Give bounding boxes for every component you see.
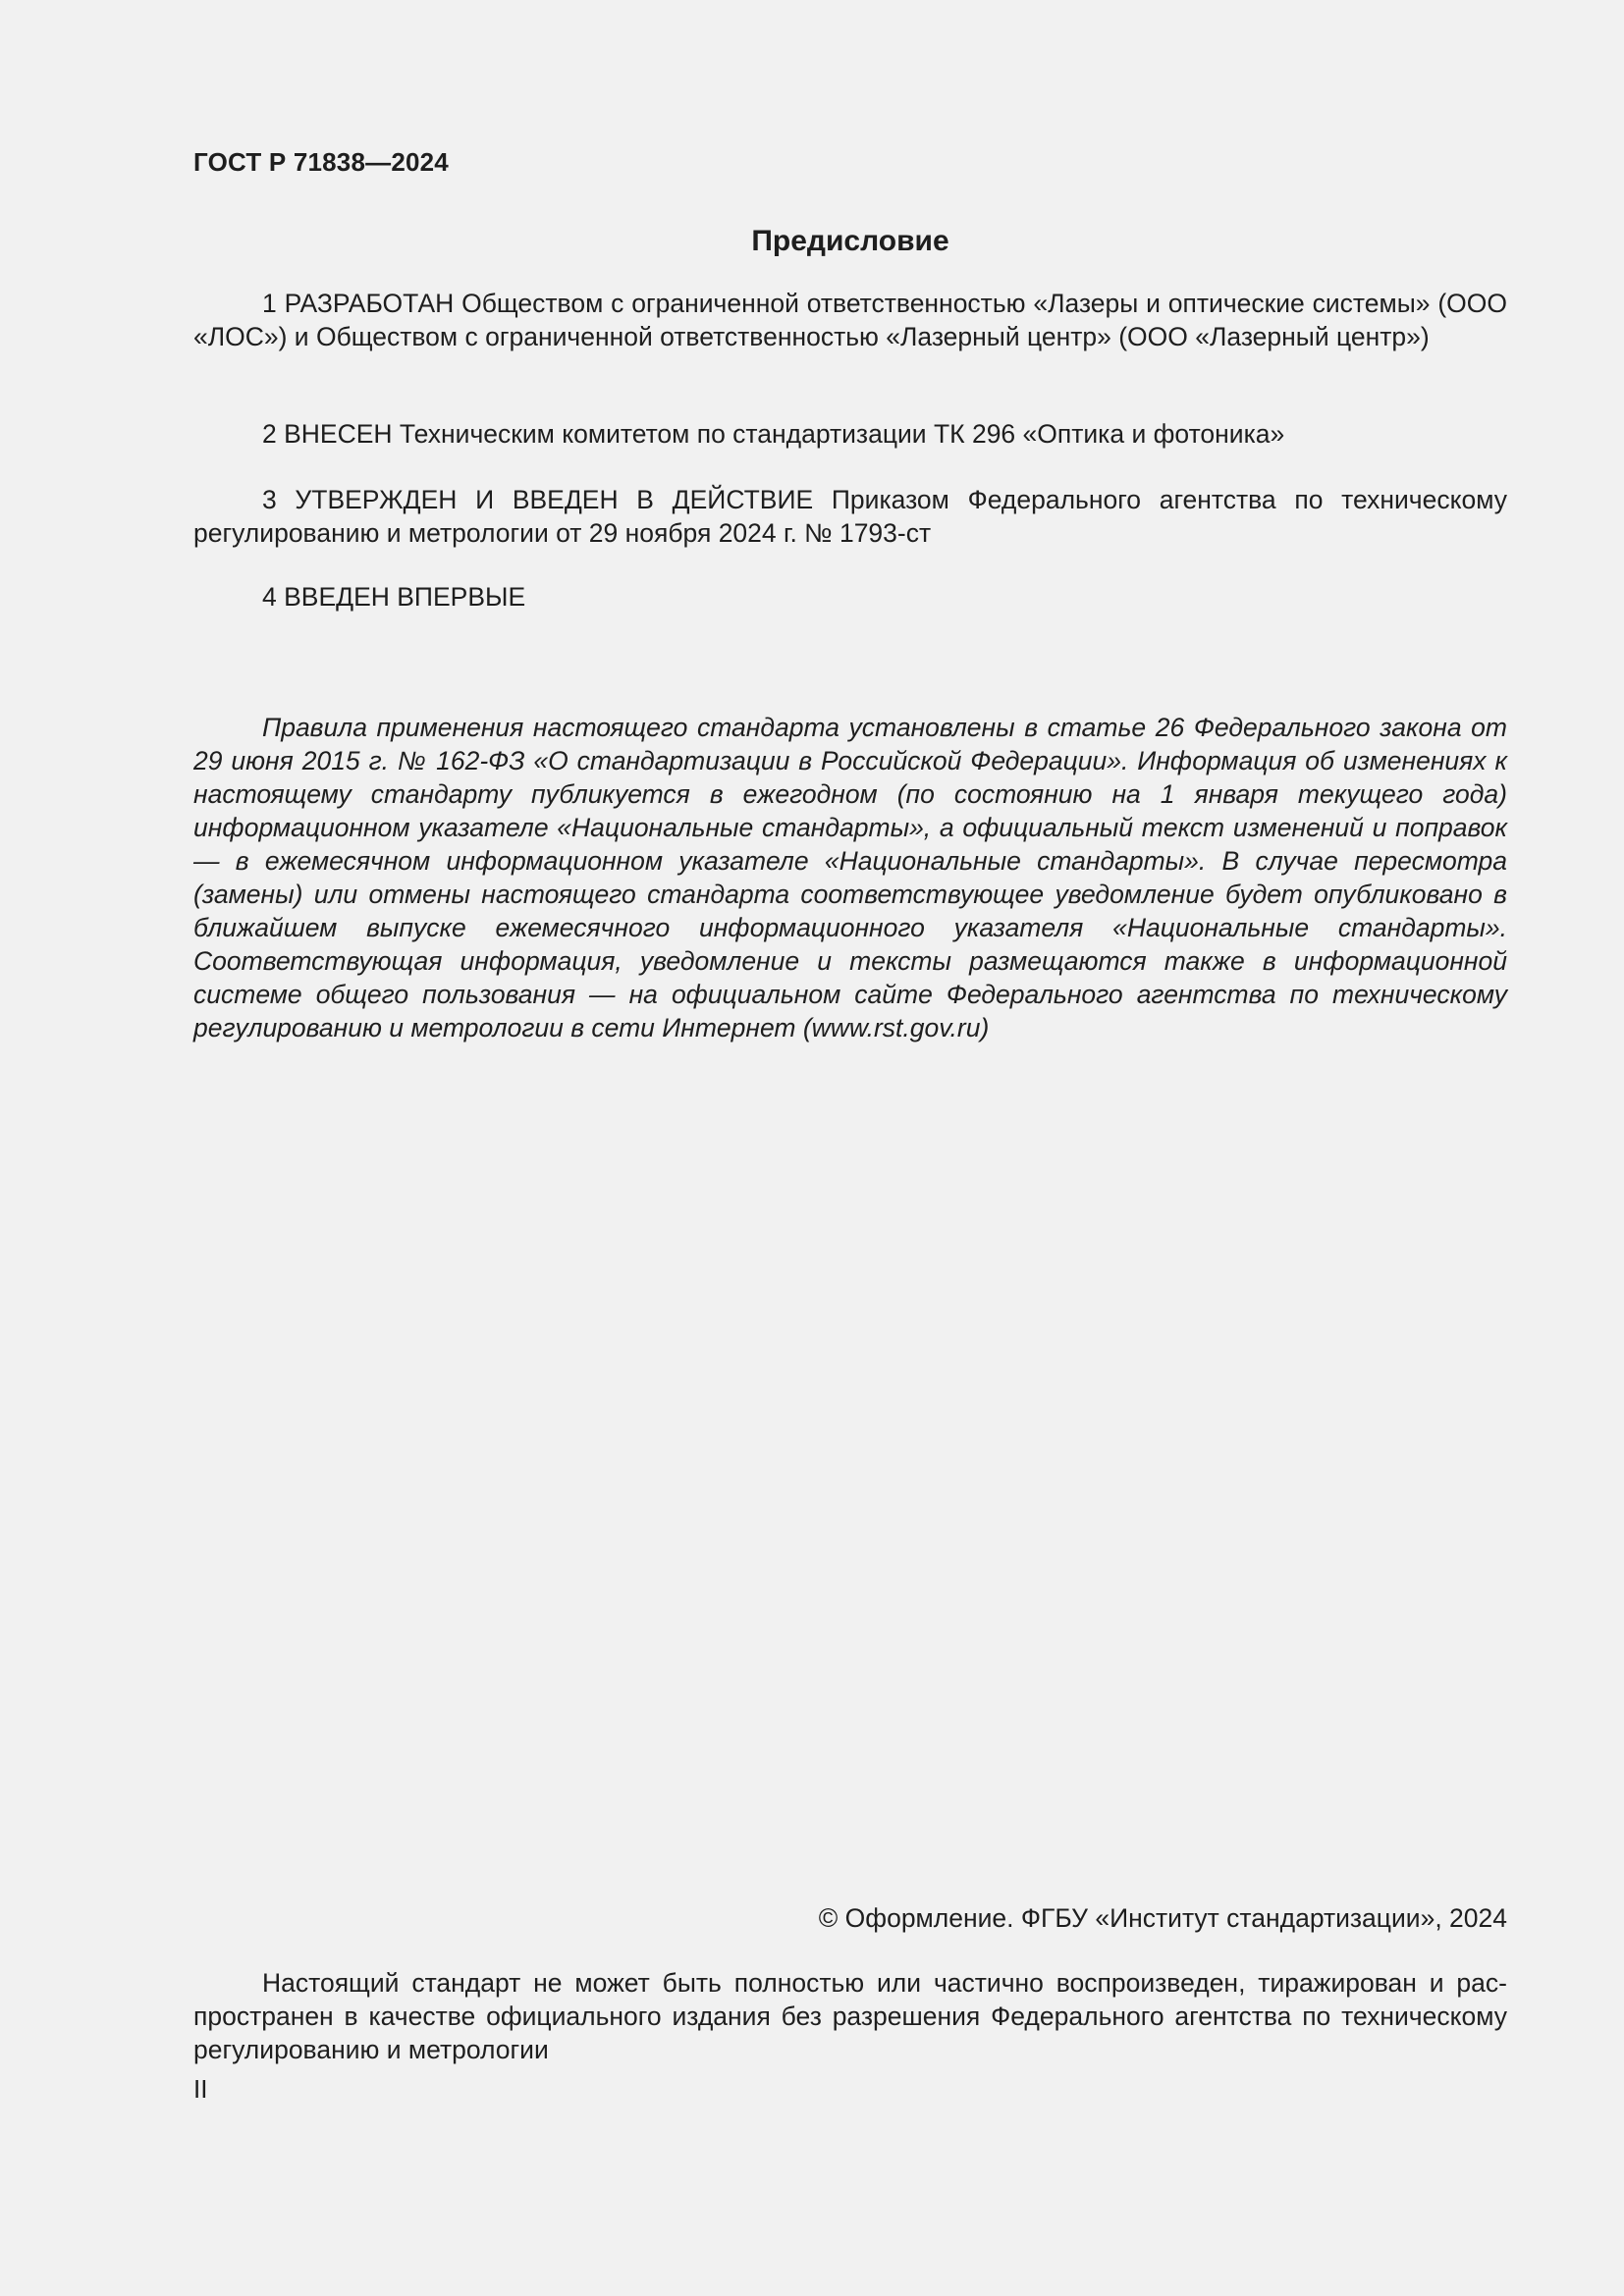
- foreword-item-2: 2 ВНЕСЕН Техническим комитетом по стандартизации ТК 296 «Оптика и фотоника»: [262, 419, 1285, 449]
- page-number: II: [193, 2074, 208, 2104]
- copyright-line: © Оформление. ФГБУ «Институт стандартизации», 2024: [818, 1903, 1507, 1933]
- reproduction-restriction: Настоящий стандарт не может быть полностью или частично воспроизведен, тиражирован и распространен в качестве официального издания без разрешения Федерального агентства по техническому регулированию и метрологии: [193, 1968, 1507, 2064]
- document-code: ГОСТ Р 71838—2024: [193, 147, 449, 177]
- foreword-item-4: 4 ВВЕДЕН ВПЕРВЫЕ: [262, 582, 526, 612]
- application-rules-note: Правила применения настоящего стандарта установлены в статье 26 Федерального закона от 29 июня 2015 г. № 162-ФЗ «О стандартизации в Российской Федерации». Информация об изменениях к настоящему стандарту публикуется в ежегодном (по состоянию на 1 января текущего года) информационном указателе «Национальные стандарты», а официальный текст изменений и поправок — в ежемесячном информационном указателе «Национальные стандарты». В случае пересмотра (замены) или отмены настоящего стандарта соответствующее уведомление будет опубликовано в ближайшем выпуске ежемесячного информационного указателя «Национальные стандарты». Соответствующая информация, уведомление и тексты размещаются также в информационной системе общего пользования — на официальном сайте Федерального агентства по техническому регулированию и метрологии в сети Интернет (www.rst.gov.ru): [193, 713, 1507, 1042]
- foreword-item-3: 3 УТВЕРЖДЕН И ВВЕДЕН В ДЕЙСТВИЕ Приказом Федерального агентства по техническому регулированию и метрологии от 29 ноября 2024 г. № 1793-ст: [193, 485, 1507, 548]
- page-title: Предисловие: [751, 225, 949, 257]
- foreword-item-1: 1 РАЗРАБОТАН Обществом с ограниченной ответственностью «Лазеры и оптические системы» (ООО «ЛОС») и Обществом с ограниченной ответственностью «Лазерный центр» (ООО «Лазерный центр»): [193, 289, 1507, 351]
